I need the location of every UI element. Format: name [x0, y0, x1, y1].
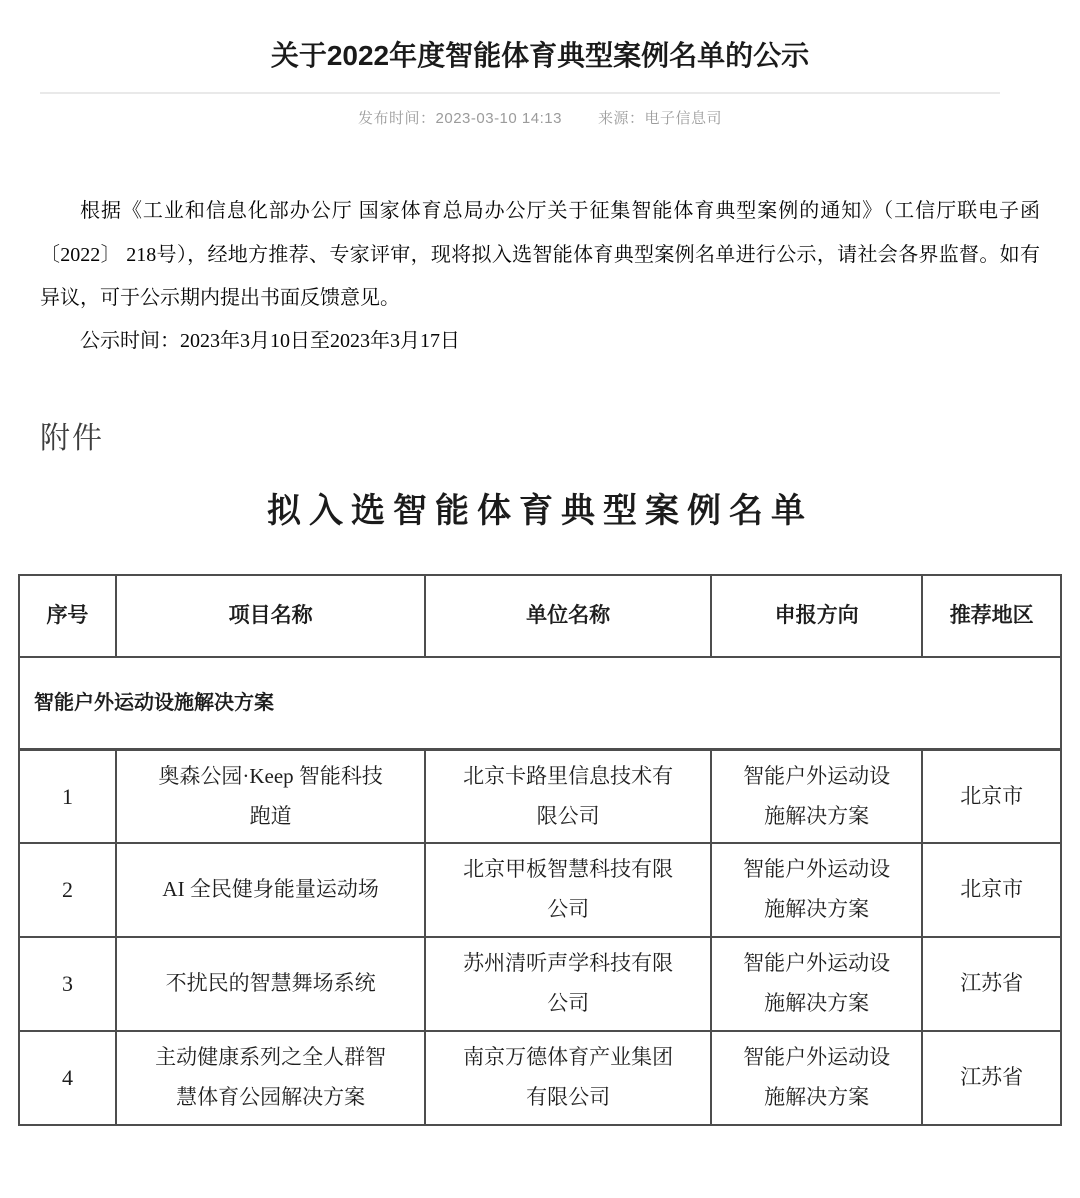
cell-project-name: 不扰民的智慧舞场系统: [116, 937, 425, 1031]
source-value: 电子信息司: [644, 110, 722, 128]
publish-time-label: 发布时间：: [358, 110, 436, 128]
table-row: [19, 749, 1061, 843]
source-label: 来源：: [597, 110, 645, 128]
paragraph-publicity-period: 公示时间：2023年3月10日至2023年3月17日: [80, 329, 460, 352]
column-header-region: 推荐地区: [922, 575, 1061, 657]
source: [598, 107, 722, 128]
table-row: [19, 1031, 1061, 1125]
case-table-wrap: [18, 574, 1062, 1126]
title-divider: [40, 92, 1000, 94]
table-header-row: [19, 575, 1061, 657]
case-table: [18, 574, 1062, 1126]
cell-organization: 苏州清听声学科技有限公司: [425, 937, 711, 1031]
table-row: [19, 937, 1061, 1031]
cell-organization: 南京万德体育产业集团有限公司: [425, 1031, 711, 1125]
column-header-serial: 序号: [19, 575, 116, 657]
table-row: [19, 843, 1061, 937]
column-header-project-name: 项目名称: [116, 575, 425, 657]
cell-direction: 智能户外运动设施解决方案: [711, 937, 923, 1031]
page-title: 关于2022年度智能体育典型案例名单的公示: [270, 40, 810, 71]
cell-direction: 智能户外运动设施解决方案: [711, 1031, 923, 1125]
attachment-title: 拟入选智能体育典型案例名单: [267, 492, 813, 531]
cell-serial: 1: [19, 749, 116, 843]
body-text: [40, 190, 1040, 363]
cell-serial: 3: [19, 937, 116, 1031]
cell-project-name: 主动健康系列之全人群智慧体育公园解决方案: [116, 1031, 425, 1125]
cell-project-name: AI 全民健身能量运动场: [116, 843, 425, 937]
cell-serial: 4: [19, 1031, 116, 1125]
cell-organization: 北京甲板智慧科技有限公司: [425, 843, 711, 937]
publish-time-value: 2023-03-10 14:13: [435, 110, 562, 128]
cell-region: 北京市: [922, 749, 1061, 843]
cell-direction: 智能户外运动设施解决方案: [711, 843, 923, 937]
cell-serial: 2: [19, 843, 116, 937]
cell-region: 江苏省: [922, 937, 1061, 1031]
column-header-direction: 申报方向: [711, 575, 923, 657]
cell-region: 北京市: [922, 843, 1061, 937]
publish-time: [358, 107, 562, 128]
table-group-header-row: [19, 657, 1061, 749]
cell-direction: 智能户外运动设施解决方案: [711, 749, 923, 843]
cell-project-name: 奥森公园·Keep 智能科技跑道: [116, 749, 425, 843]
table-group-header: 智能户外运动设施解决方案: [19, 657, 1061, 749]
attachment-label: 附件: [40, 422, 104, 456]
column-header-organization: 单位名称: [425, 575, 711, 657]
paragraph-main: 根据《工业和信息化部办公厅 国家体育总局办公厅关于征集智能体育典型案例的通知》（工信厅联电子函〔2022〕 218号），经地方推荐、专家评审，现将拟入选智能体育典型案例名单进行公示，请社会各界监督。如有异议，可于公示期内提出书面反馈意见。: [40, 200, 1040, 309]
meta-line: [40, 107, 1040, 128]
cell-organization: 北京卡路里信息技术有限公司: [425, 749, 711, 843]
cell-region: 江苏省: [922, 1031, 1061, 1125]
